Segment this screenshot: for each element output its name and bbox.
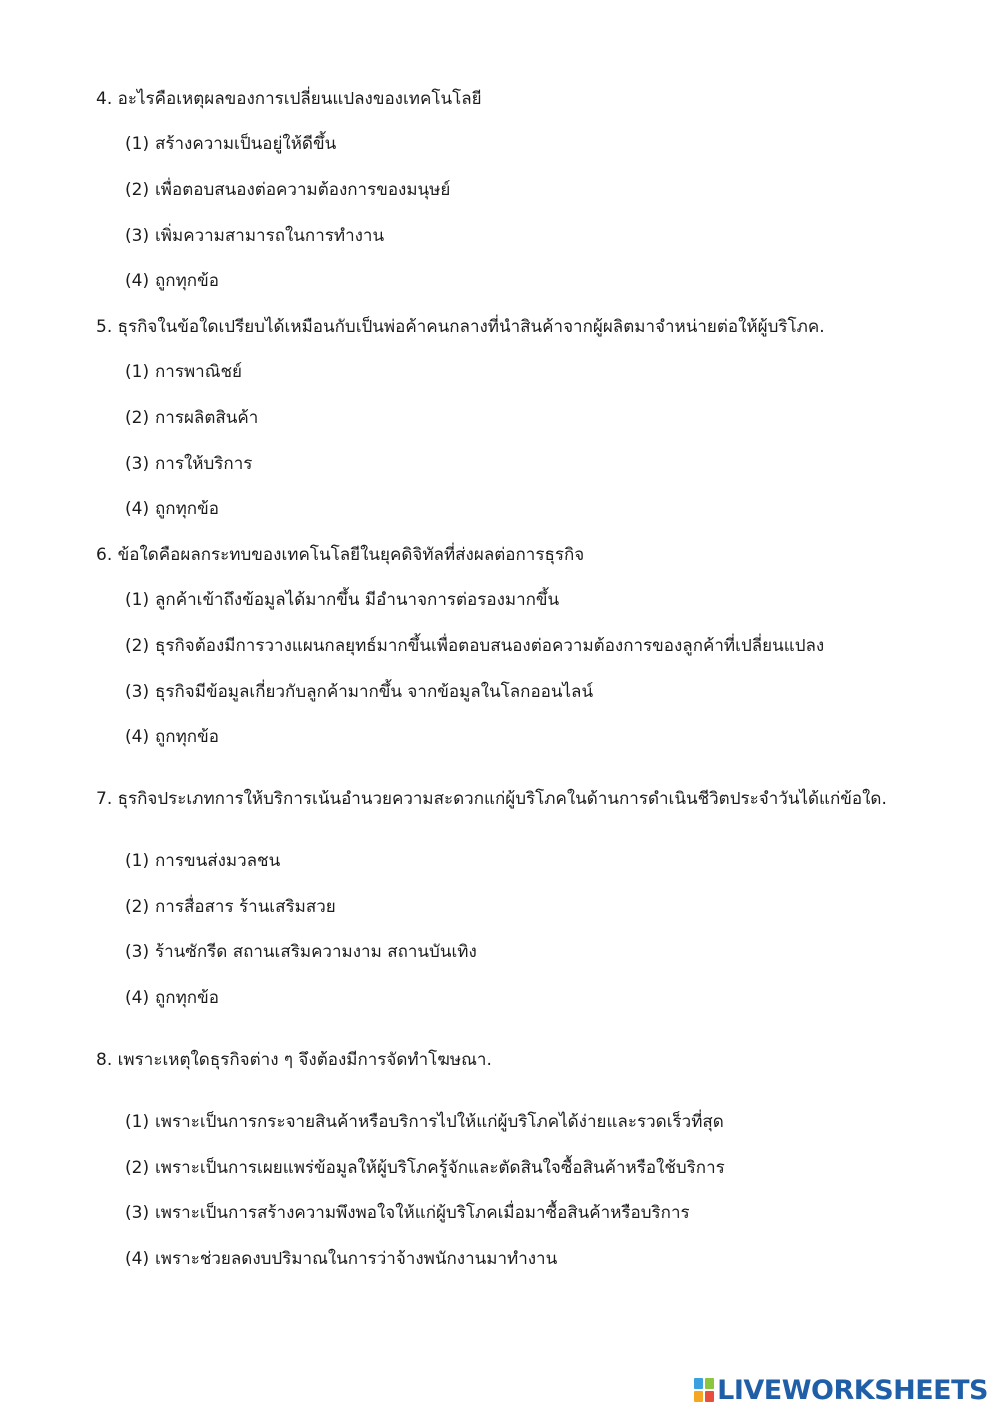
option-number: (2) — [125, 897, 150, 917]
question-8-option-3 — [125, 1202, 690, 1224]
option-text: ถูกทุกข้อ — [155, 499, 219, 519]
question-7-option-2 — [125, 896, 336, 918]
question-4-option-3 — [125, 225, 384, 247]
option-number: (3) — [125, 226, 150, 246]
question-8-option-2 — [125, 1157, 725, 1179]
option-text: ธุรกิจมีข้อมูลเกี่ยวกับลูกค้ามากขึ้น จากข้อมูลในโลกออนไลน์ — [155, 682, 594, 702]
option-text: ถูกทุกข้อ — [155, 271, 219, 291]
option-text: ลูกค้าเข้าถึงข้อมูลได้มากขึ้น มีอำนาจการต่อรองมากขึ้น — [155, 590, 560, 610]
question-8-option-1 — [125, 1111, 724, 1133]
option-text: การขนส่งมวลชน — [155, 851, 281, 871]
option-number: (1) — [125, 1112, 150, 1132]
option-number: (4) — [125, 1249, 150, 1269]
option-number: (3) — [125, 942, 150, 962]
question-7-text: 7. ธุรกิจประเภทการให้บริการเน้นอำนวยความสะดวกแก่ผู้บริโภคในด้านการดำเนินชีวิตประจำวันได้แก่ข้อใด. — [96, 789, 887, 809]
question-8-option-4 — [125, 1248, 557, 1270]
option-number: (2) — [125, 1158, 150, 1178]
option-text: เพราะช่วยลดงบปริมาณในการว่าจ้างพนักงานมาทำงาน — [155, 1249, 558, 1269]
option-number: (4) — [125, 988, 150, 1008]
option-text: ถูกทุกข้อ — [155, 988, 219, 1008]
option-text: การให้บริการ — [155, 454, 253, 474]
question-5-option-2 — [125, 407, 258, 429]
question-7-option-1 — [125, 850, 280, 872]
question-6-option-3 — [125, 681, 593, 703]
option-number: (3) — [125, 682, 150, 702]
question-4-option-4 — [125, 270, 219, 292]
question-6-option-2 — [125, 635, 824, 657]
option-text: ร้านซักรีด สถานเสริมความงาม สถานบันเทิง — [155, 942, 477, 962]
question-8-text: 8. เพราะเหตุใดธุรกิจต่าง ๆ จึงต้องมีการจัดทำโฆษณา. — [96, 1050, 492, 1070]
option-number: (1) — [125, 851, 150, 871]
question-5-option-3 — [125, 453, 252, 475]
question-4-text: 4. อะไรคือเหตุผลของการเปลี่ยนแปลงของเทคโนโลยี — [96, 89, 482, 109]
option-number: (1) — [125, 362, 150, 382]
option-number: (1) — [125, 590, 150, 610]
option-text: เพิ่มความสามารถในการทำงาน — [155, 226, 385, 246]
liveworksheets-brand — [694, 1374, 988, 1406]
option-text: การพาณิชย์ — [155, 362, 242, 382]
option-text: ธุรกิจต้องมีการวางแผนกลยุทธ์มากขึ้นเพื่อตอบสนองต่อความต้องการของลูกค้าที่เปลี่ยนแปลง — [155, 636, 825, 656]
option-text: เพื่อตอบสนองต่อความต้องการของมนุษย์ — [155, 180, 451, 200]
option-number: (3) — [125, 1203, 150, 1223]
option-number: (4) — [125, 727, 150, 747]
option-text: ถูกทุกข้อ — [155, 727, 219, 747]
question-6-option-1 — [125, 589, 559, 611]
option-text: เพราะเป็นการกระจายสินค้าหรือบริการไปให้แก่ผู้บริโภคได้ง่ายและรวดเร็วที่สุด — [155, 1112, 724, 1132]
question-5-option-4 — [125, 498, 219, 520]
option-number: (2) — [125, 180, 150, 200]
option-text: การสื่อสาร ร้านเสริมสวย — [155, 897, 336, 917]
question-4-option-2 — [125, 179, 450, 201]
liveworksheets-logo-icon — [694, 1378, 714, 1402]
question-7-option-4 — [125, 987, 219, 1009]
option-number: (2) — [125, 408, 150, 428]
option-text: การผลิตสินค้า — [155, 408, 259, 428]
brand-name: LIVEWORKSHEETS — [717, 1374, 988, 1406]
option-number: (3) — [125, 454, 150, 474]
option-text: เพราะเป็นการเผยแพร่ข้อมูลให้ผู้บริโภครู้จักและตัดสินใจซื้อสินค้าหรือใช้บริการ — [155, 1158, 725, 1178]
question-5-text: 5. ธุรกิจในข้อใดเปรียบได้เหมือนกับเป็นพ่อค้าคนกลางที่นำสินค้าจากผู้ผลิตมาจำหน่ายต่อให้ผู้บริโภค. — [96, 317, 825, 337]
option-number: (4) — [125, 271, 150, 291]
question-6-text: 6. ข้อใดคือผลกระทบของเทคโนโลยีในยุคดิจิทัลที่ส่งผลต่อการธุรกิจ — [96, 545, 585, 565]
question-7-option-3 — [125, 941, 477, 963]
option-text: เพราะเป็นการสร้างความพึงพอใจให้แก่ผู้บริโภคเมื่อมาซื้อสินค้าหรือบริการ — [155, 1203, 690, 1223]
option-number: (2) — [125, 636, 150, 656]
question-6-option-4 — [125, 726, 219, 748]
question-5-option-1 — [125, 361, 242, 383]
option-text: สร้างความเป็นอยู่ให้ดีขึ้น — [155, 134, 337, 154]
option-number: (1) — [125, 134, 150, 154]
question-4-option-1 — [125, 133, 336, 155]
option-number: (4) — [125, 499, 150, 519]
